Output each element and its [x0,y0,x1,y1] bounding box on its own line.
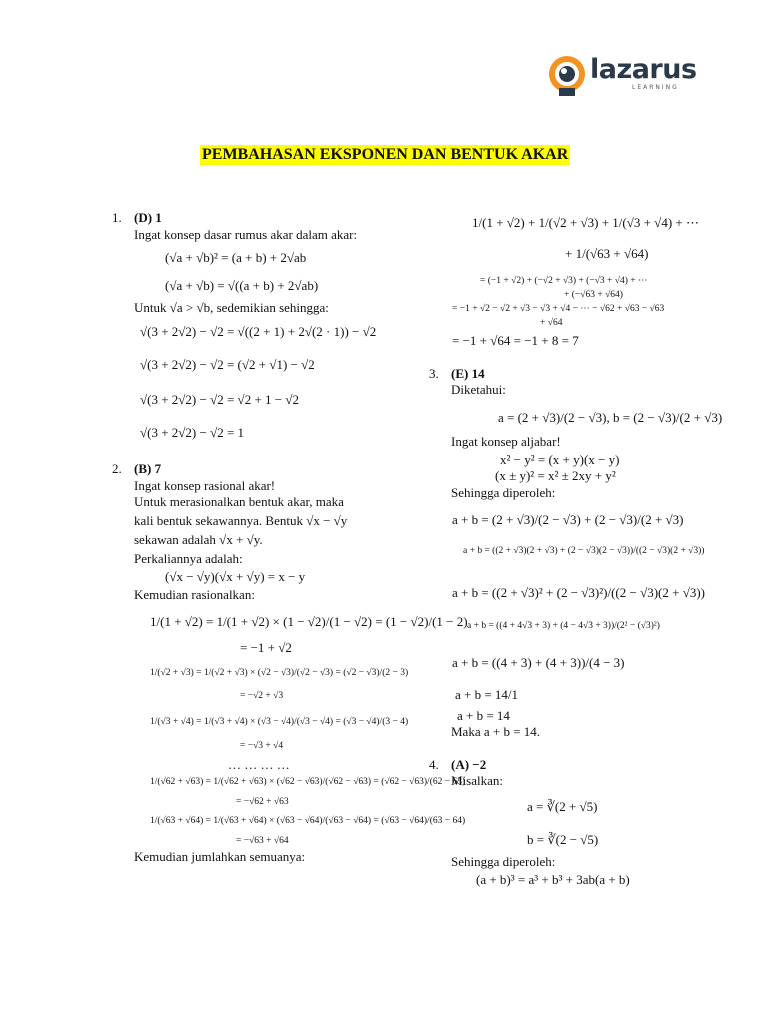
left-line: Untuk merasionalkan bentuk akar, maka [134,494,344,509]
right-line: Misalkan: [451,773,503,788]
right-line: = (−1 + √2) + (−√2 + √3) + (−√3 + √4) + ⋯ [480,276,648,286]
right-line: Sehingga diperoleh: [451,854,556,869]
right-line: a + b = ((2 + √3)(2 + √3) + (2 − √3)(2 − √3))/((2 − √3)(2 + √3)) [463,546,705,556]
left-line: 1/(1 + √2) = 1/(1 + √2) × (1 − √2)/(1 − √2) = (1 − √2)/(1 − 2) [150,614,468,629]
right-line: a + b = (2 + √3)/(2 − √3) + (2 − √3)/(2 + √3) [452,512,684,527]
left-line: (B) 7 [134,461,162,476]
left-line: Ingat konsep rasional akar! [134,478,276,493]
left-line: Kemudian rasionalkan: [134,587,255,602]
left-line: Untuk √a > √b, sedemikian sehingga: [134,300,329,315]
right-line: = −1 + √64 = −1 + 8 = 7 [452,333,579,348]
left-line: 1/(√2 + √3) = 1/(√2 + √3) × (√2 − √3)/(√2 − √3) = (√2 − √3)/(2 − 3) [150,668,409,678]
left-line: √(3 + 2√2) − √2 = 1 [140,425,245,440]
left-line: sekawan adalah √x + √y. [134,532,263,547]
right-line: (a + b)³ = a³ + b³ + 3ab(a + b) [476,872,630,887]
left-line: = −√2 + √3 [240,691,284,701]
left-line: = −1 + √2 [240,640,292,655]
right-line: Ingat konsep aljabar! [451,434,561,449]
left-line: (√a + √b)² = (a + b) + 2√ab [165,250,307,265]
left-line: = −√62 + √63 [236,797,289,807]
left-line: 1/(√3 + √4) = 1/(√3 + √4) × (√3 − √4)/(√3 − √4) = (√3 − √4)/(3 − 4) [150,717,409,727]
right-line: + (−√63 + √64) [564,290,623,300]
right-line: Maka a + b = 14. [451,724,541,739]
right-line: b = ∛(2 − √5) [527,832,599,847]
left-line: 1/(√63 + √64) = 1/(√63 + √64) × (√63 − √64)/(√63 − √64) = (√63 − √64)/(63 − 64) [150,816,466,826]
left-line: Perkaliannya adalah: [134,551,243,566]
left-line: 1/(√62 + √63) = 1/(√62 + √63) × (√62 − √63)/(√62 − √63) = (√62 − √63)/(62 − 63) [150,777,466,787]
right-line: (x ± y)² = x² ± 2xy + y² [495,468,616,483]
right-line: a + b = ((2 + √3)² + (2 − √3)²)/((2 − √3)(2 + √3)) [452,585,705,600]
page-title: PEMBAHASAN EKSPONEN DAN BENTUK AKAR [202,146,569,163]
left-line: kali bentuk sekawannya. Bentuk √x − √y [134,513,348,528]
logo-subtitle: LEARNING [632,84,679,91]
left-line: 2. [112,461,122,476]
right-line: a = (2 + √3)/(2 − √3), b = (2 − √3)/(2 + √3) [498,410,723,425]
left-line: (√x − √y)(√x + √y) = x − y [165,569,306,584]
right-line: a + b = ((4 + 4√3 + 3) + (4 − 4√3 + 3))/(2² − (√3)²) [467,621,660,631]
right-line: a + b = ((4 + 3) + (4 + 3))/(4 − 3) [452,655,625,670]
right-line: = −1 + √2 − √2 + √3 − √3 + √4 − ⋯ − √62 + √63 − √63 [452,304,665,314]
right-line: x² − y² = (x + y)(x − y) [500,452,620,467]
lazarus-emblem-icon [546,52,588,100]
right-line: + 1/(√63 + √64) [565,246,649,261]
right-line: a + b = 14 [457,708,510,723]
right-line: 3. [429,366,439,381]
left-line: … … … … [228,757,290,772]
lazarus-logo [546,50,697,100]
right-line: 1/(1 + √2) + 1/(√2 + √3) + 1/(√3 + √4) + ⋯ [472,215,699,230]
left-line: √(3 + 2√2) − √2 = (√2 + √1) − √2 [140,357,315,372]
left-line: (√a + √b) = √((a + b) + 2√ab) [165,278,319,293]
left-line: = −√3 + √4 [240,741,284,751]
left-line: 1. [112,210,122,225]
left-line: (D) 1 [134,210,162,225]
left-line: = −√63 + √64 [236,836,289,846]
right-line: Diketahui: [451,382,506,397]
right-line: (E) 14 [451,366,485,381]
left-line: Kemudian jumlahkan semuanya: [134,849,306,864]
left-line: Ingat konsep dasar rumus akar dalam akar: [134,227,358,242]
right-line: a = ∛(2 + √5) [527,799,598,814]
right-line: + √64 [540,318,563,328]
logo-wordmark: lazarus [590,54,697,85]
right-line: Sehingga diperoleh: [451,485,556,500]
right-line: 4. [429,757,439,772]
left-line: √(3 + 2√2) − √2 = √2 + 1 − √2 [140,392,299,407]
right-line: (A) −2 [451,757,487,772]
left-line: √(3 + 2√2) − √2 = √((2 + 1) + 2√(2 · 1)) − √2 [140,324,377,339]
right-line: a + b = 14/1 [455,687,519,702]
